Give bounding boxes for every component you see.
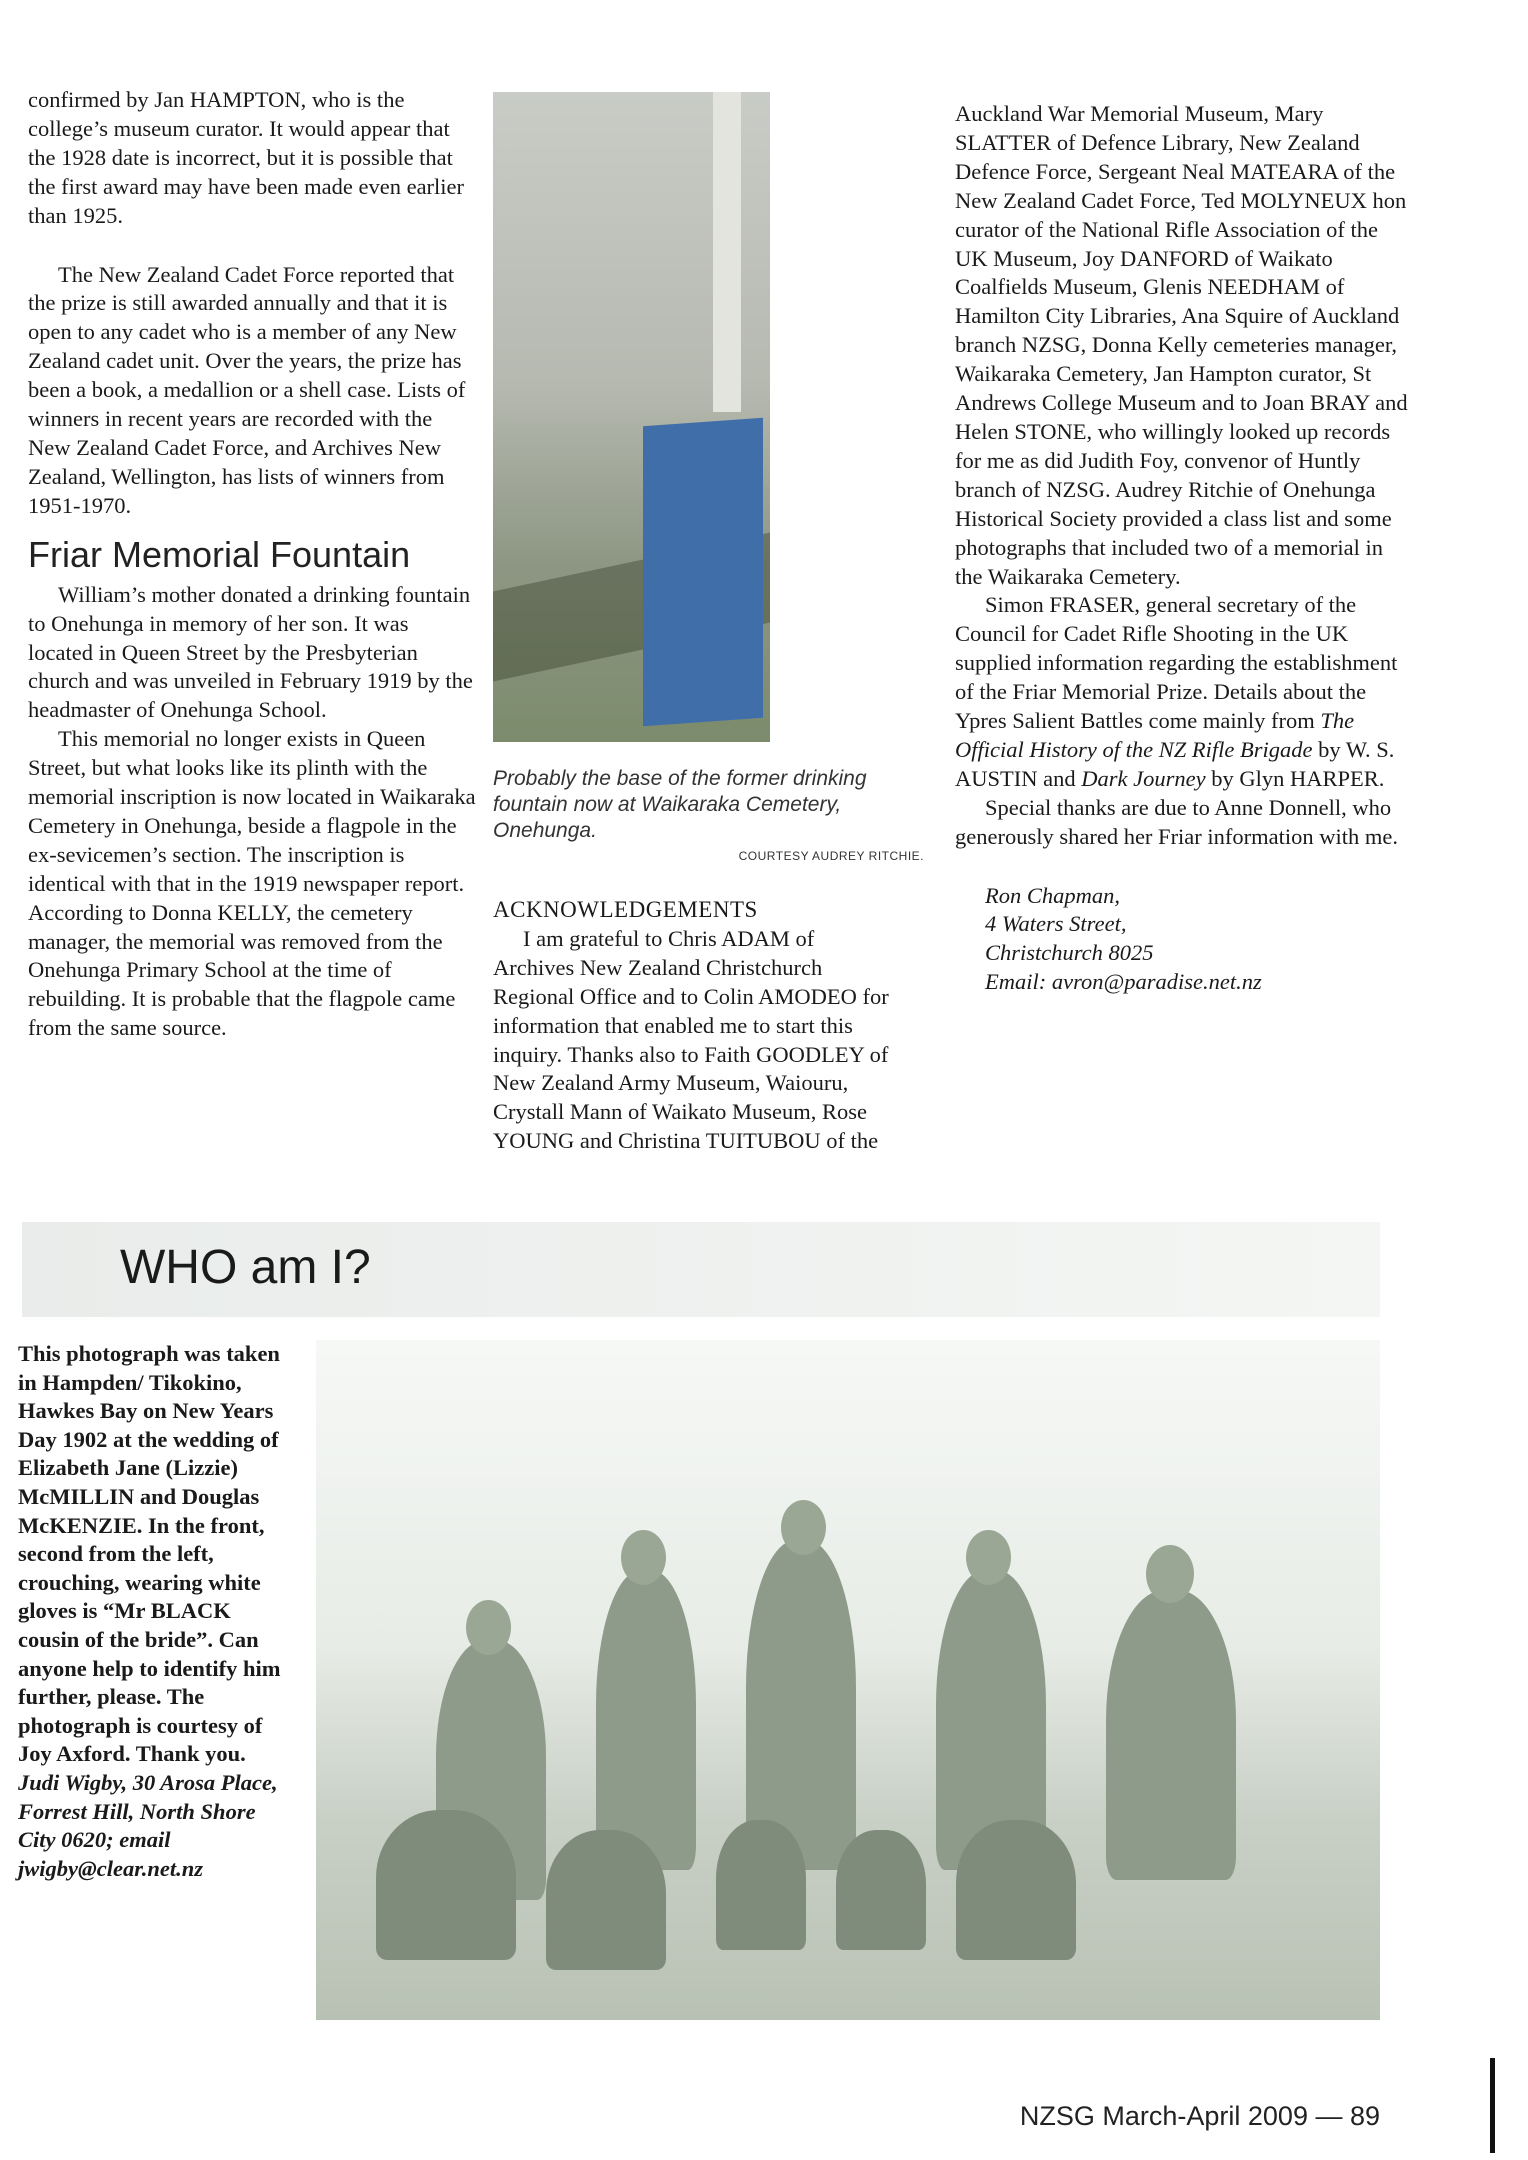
photo-front-row-figure (376, 1810, 516, 1960)
text-run: by Glyn HARPER. (1211, 765, 1385, 791)
article-column-middle (493, 896, 893, 1156)
paragraph: I am grateful to Chris ADAM of Archives New Zealand Christchurch Regional Office and to Colin AMODEO for information that enabled me to start this inquiry. Thanks also to Faith GOODLEY of New Zealand Army Museum, Waiouru, Crystall Mann of Waikato Museum, Rose YOUNG and Christina TUITUBOU of the (493, 925, 889, 1154)
article-column-left (28, 86, 478, 1043)
photo-figure (596, 1570, 696, 1870)
page-footer: NZSG March-April 2009 — 89 (1019, 2101, 1380, 2131)
photo-front-row-figure (836, 1830, 926, 1950)
text-run: Simon FRASER, general secretary of the Council for Cadet Rifle Shooting in the UK supplied information regarding the establishment of the Friar Memorial Prize. Details about the Ypres Salient Battles come mainly from (955, 592, 1398, 734)
author-street: 4 Waters Street, (985, 911, 1127, 937)
cemetery-memorial-photo (493, 92, 770, 742)
paragraph: William’s mother donated a drinking fountain to Onehunga in memory of her son. It was located in Queen Street by the Presbyterian church and was unveiled in February 1919 by the headmaster of Onehunga School. (28, 581, 473, 723)
author-address (985, 882, 1410, 998)
article-column-right (955, 100, 1410, 997)
paragraph: The New Zealand Cadet Force reported that the prize is still awarded annually and that it is open to any cadet who is a member of any New Zealand cadet unit. Over the years, the prize has been a book, a medallion or a shell case. Lists of winners in recent years are recorded with the New Zealand Cadet Force, and Archives New Zealand, Wellington, has lists of winners from 1951-1970. (28, 261, 466, 518)
who-am-i-description (18, 1340, 288, 1883)
photo-credit: COURTESY AUDREY RITCHIE. (738, 849, 924, 863)
text-run: by W. S. AUSTIN and (955, 736, 1395, 791)
photo-figure-head (1146, 1545, 1194, 1603)
contributor-signature: Judi Wigby, 30 Arosa Place, Forrest Hill, North Shore City 0620; email jwigby@clear.net.nz (18, 1769, 278, 1881)
photo-figure (1106, 1590, 1236, 1880)
book-title: The Official History of the NZ Rifle Brigade (955, 708, 1355, 762)
photo-figure-head (966, 1530, 1011, 1585)
flagpole-base (713, 92, 741, 412)
photo-caption: Probably the base of the former drinking fountain now at Waikaraka Cemetery, Onehunga. (493, 767, 867, 842)
photo-figure-head (621, 1530, 666, 1585)
acknowledgements-heading: ACKNOWLEDGEMENTS (493, 897, 758, 922)
who-am-i-title: WHO am I? (120, 1241, 371, 1294)
wedding-group-photo (316, 1340, 1380, 2020)
description-text: This photograph was taken in Hampden/ Tikokino, Hawkes Bay on New Years Day 1902 at the wedding of Elizabeth Jane (Lizzie) McMILLIN and Douglas McKENZIE. In the front, second from the left, crouching, wearing white gloves is “Mr BLACK cousin of the bride”. Can anyone help to identify him further, please. The photograph is courtesy of Joy Axford. Thank you. (18, 1341, 281, 1767)
paragraph: confirmed by Jan HAMPTON, who is the college’s museum curator. It would appear that the 1928 date is incorrect, but it is possible that the first award may have been made even earlier than 1925. (28, 87, 465, 228)
memorial-plinth (643, 418, 763, 726)
photo-front-row-figure (956, 1820, 1076, 1960)
author-name: Ron Chapman, (985, 882, 1120, 908)
author-email: Email: avron@paradise.net.nz (985, 969, 1262, 995)
photo-figure-head (781, 1500, 826, 1555)
paragraph: Auckland War Memorial Museum, Mary SLATTER of Defence Library, New Zealand Defence Force, Sergeant Neal MATEARA of the New Zealand Cadet Force, Ted MOLYNEUX hon curator of the National Rifle Association of the UK Museum, Joy DANFORD of Waikato Coalfields Museum, Glenis NEEDHAM of Hamilton City Libraries, Ana Squire of Auckland branch NZSG, Donna Kelly cemeteries manager, Waikaraka Cemetery, Jan Hampton curator, St Andrews College Museum and to Joan BRAY and Helen STONE, who willingly looked up records for me as did Judith Foy, convenor of Huntly branch of NZSG. Audrey Ritchie of Onehunga Historical Society provided a class list and some photographs that included two of a memorial in the Waikaraka Cemetery. (955, 101, 1408, 589)
paragraph: Special thanks are due to Anne Donnell, who generously shared her Friar information with me. (955, 794, 1399, 849)
book-title: Dark Journey (1081, 765, 1206, 791)
paragraph: This memorial no longer exists in Queen Street, but what looks like its plinth with the memorial inscription is now located in Waikaraka Cemetery in Onehunga, beside a flagpole in the ex-sevicemen’s section. The inscription is identical with that in the 1919 newspaper report. According to Donna KELLY, the cemetery manager, the memorial was removed from the Onehunga Primary School at the time of rebuilding. It is probable that the flagpole came from the same source. (28, 726, 476, 1041)
photo-front-row-figure (546, 1830, 666, 1970)
photo-figure-head (466, 1600, 511, 1655)
section-heading: Friar Memorial Fountain (28, 533, 411, 575)
author-city: Christchurch 8025 (985, 940, 1154, 966)
photo-front-row-figure (716, 1820, 806, 1950)
paragraph (955, 591, 1410, 793)
scan-edge-mark (1490, 2058, 1495, 2153)
